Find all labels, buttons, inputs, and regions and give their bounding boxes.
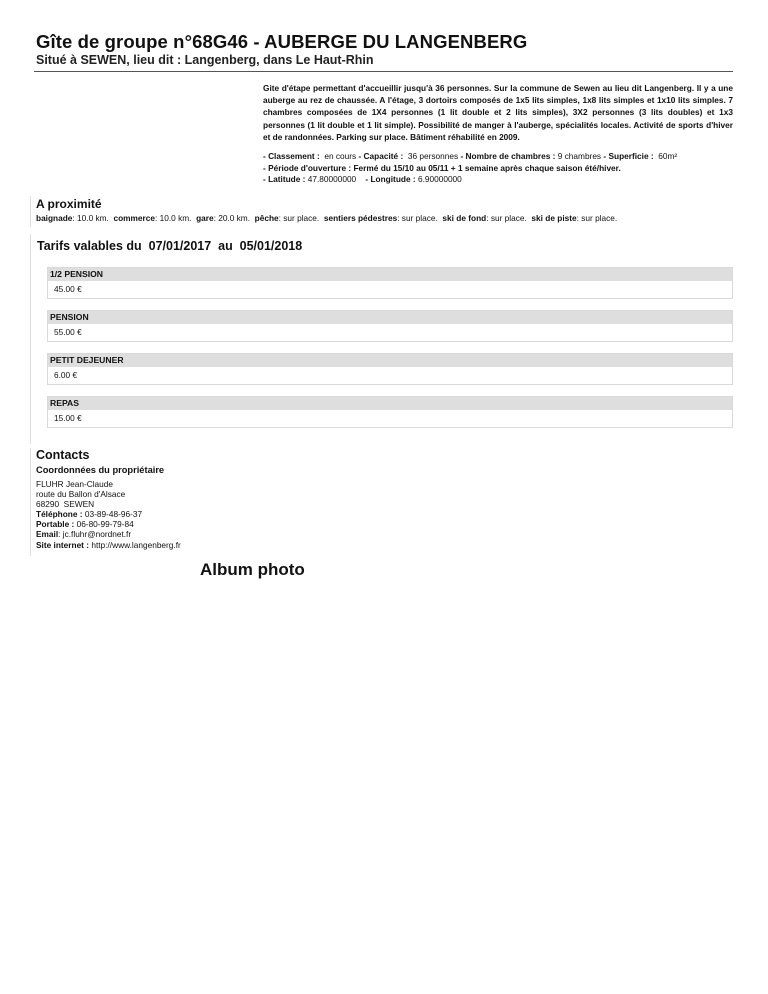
proximite-value: : sur place. [486, 213, 527, 223]
phone-label: Téléphone : [36, 509, 83, 520]
phone-line [36, 509, 181, 519]
tarif-name: REPAS [48, 397, 732, 410]
proximite-label: baignade [36, 213, 73, 223]
tarif-card [47, 396, 733, 428]
proximite-value: : 10.0 km. [155, 213, 192, 223]
proximite-label: gare [196, 213, 214, 223]
latitude-label: - Latitude : [263, 174, 306, 184]
album-title: Album photo [200, 560, 305, 579]
tarif-name: 1/2 PENSION [48, 268, 732, 281]
email-label: Email [36, 529, 59, 540]
description-paragraph: Gite d'étape permettant d'accueillir jusqu'à 36 personnes. Sur la commune de Sewen au lieu dit Langenberg. Il y a une auberge au rez de chaussée. A l'étage, 3 dortoirs composés de 1x5 lits simples, 1x8 lits simples et 1x10 lits simples. 7 chambres composées de 1X4 personnes (1 lit double et 2 lits simples), 3X2 personnes (3 lits doubles) et 1x3 personnes (1 lit double et 1 lit simple). Possibilité de manger à l'auberge, spécialités locales. Activité de sports d'hiver et de randonnées. Parking sur place. Bâtiment réhabilité en 2009. [263, 83, 733, 142]
longitude-label: - Longitude : [365, 174, 416, 184]
latitude-value: 47.80000000 [307, 174, 357, 184]
classement-value: en cours [324, 151, 357, 161]
phone-value: 03-89-48-96-37 [84, 509, 143, 520]
proximite-value: : sur place. [278, 213, 320, 223]
tarif-price: 6.00 € [54, 370, 78, 380]
email-line [36, 529, 181, 539]
address-line-2: 68290 SEWEN [36, 499, 95, 510]
capacite-label: - Capacité : [358, 151, 404, 161]
classement-label: - Classement : [263, 151, 320, 161]
tarif-price: 15.00 € [54, 413, 82, 423]
tarif-name: PENSION [48, 311, 732, 324]
page-title: Gîte de groupe n°68G46 - AUBERGE DU LANGENBERG [36, 31, 528, 52]
proximite-label: commerce [113, 213, 155, 223]
tarif-name: PETIT DEJEUNER [48, 354, 732, 367]
proximite-value: : 10.0 km. [72, 213, 109, 223]
proximite-side-bar [30, 196, 31, 227]
contacts-title: Contacts [36, 448, 90, 462]
title-divider [34, 71, 733, 72]
proximite-value: : sur place. [576, 213, 618, 223]
mobile-line [36, 519, 181, 529]
website-line [36, 540, 181, 550]
specs-block [263, 151, 743, 186]
tarif-card [47, 310, 733, 342]
periode-text: - Période d'ouverture : Fermé du 15/10 au 05/11 + 1 semaine après chaque saison été/hiver. [263, 162, 621, 173]
capacite-value: 36 personnes [407, 151, 459, 161]
proximite-value: : sur place. [397, 213, 438, 223]
address-line-1: route du Ballon d'Alsace [36, 489, 126, 500]
tarifs-title: Tarifs valables du 07/01/2017 au 05/01/2018 [37, 239, 303, 253]
page-subtitle: Situé à SEWEN, lieu dit : Langenberg, dans Le Haut-Rhin [36, 53, 374, 67]
email-value[interactable]: : jc.fluhr@nordnet.fr [58, 529, 132, 540]
longitude-value: 6.90000000 [417, 174, 462, 184]
chambres-label: - Nombre de chambres : [460, 151, 556, 161]
website-link[interactable]: http://www.langenberg.fr [91, 539, 181, 550]
specs-row-2 [263, 163, 743, 175]
proximite-label: sentiers pédestres [323, 213, 398, 223]
superficie-label: - Superficie : [603, 151, 654, 161]
specs-row-3 [263, 174, 743, 186]
proximite-label: ski de piste [531, 213, 577, 223]
superficie-value: 60m² [658, 151, 678, 161]
chambres-value: 9 chambres [557, 151, 602, 161]
tarif-price: 45.00 € [54, 284, 82, 294]
tarif-card [47, 353, 733, 385]
specs-row-1 [263, 151, 743, 163]
tarif-price: 55.00 € [54, 327, 82, 337]
proximite-value: : 20.0 km. [213, 213, 251, 223]
owner-name: FLUHR Jean-Claude [36, 479, 114, 489]
mobile-value: 06-80-99-79-84 [76, 519, 134, 530]
contact-details [36, 479, 181, 550]
proximite-title: A proximité [36, 197, 102, 211]
mobile-label: Portable : [36, 519, 75, 530]
proximite-label: pêche [254, 213, 279, 223]
owner-title: Coordonnées du propriétaire [36, 465, 165, 475]
tarif-card [47, 267, 733, 299]
website-label: Site internet : [36, 539, 90, 550]
tarifs-side-bar [30, 234, 31, 444]
proximite-line [36, 213, 617, 223]
proximite-label: ski de fond [442, 213, 487, 223]
contacts-side-bar [30, 448, 31, 556]
